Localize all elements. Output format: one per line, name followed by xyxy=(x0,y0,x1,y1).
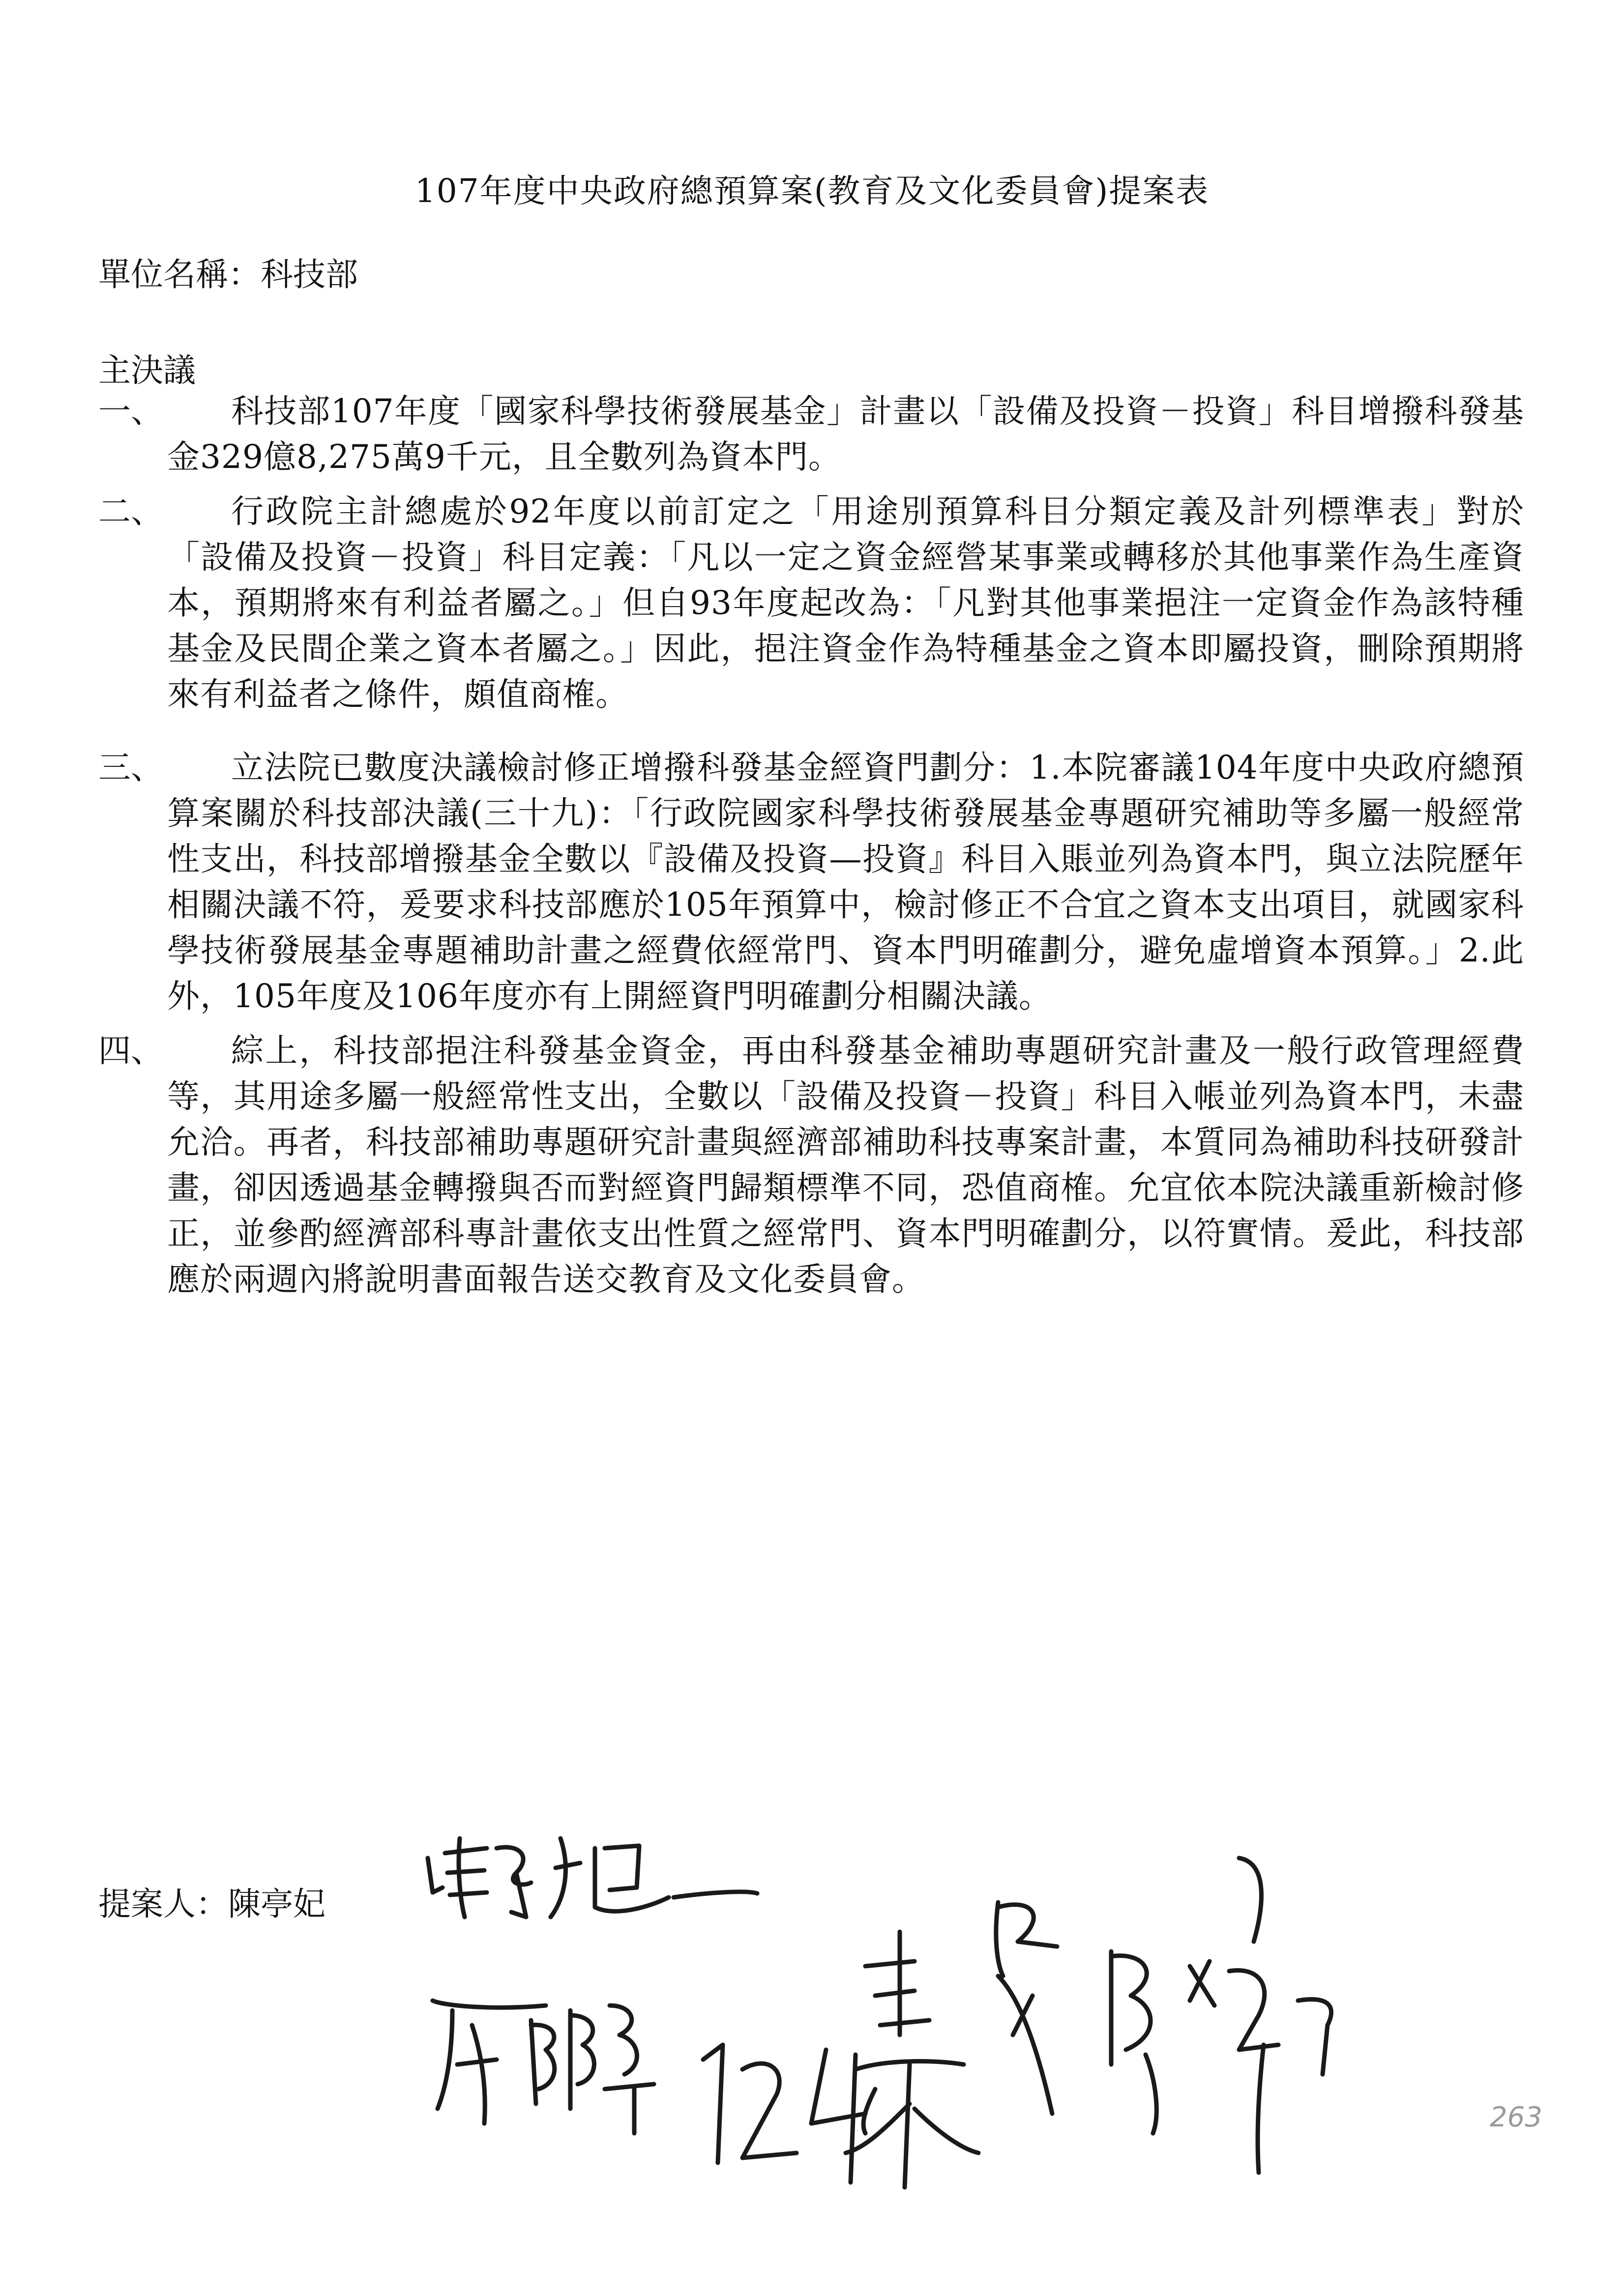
item-text: 綜上，科技部挹注科發基金資金，再由科發基金補助專題研究計畫及一般行政管理經費等，其用途多屬一般經常性支出，全數以「設備及投資－投資」科目入帳並列為資本門，未盡允洽。再者，科技部補助專題研究計畫與經濟部補助科技專案計畫，本質同為補助科技研發計畫，卻因透過基金轉撥與否而對經資門歸類標準不同，恐值商榷。允宜依本院決議重新檢討修正，並參酌經濟部科專計畫依支出性質之經常門、資本門明確劃分，以符實情。爰此，科技部應於兩週內將說明書面報告送交教育及文化委員會。 xyxy=(167,1032,1524,1298)
item-number: 一、 xyxy=(98,392,163,430)
item-number: 四、 xyxy=(98,1032,163,1070)
item-number: 三、 xyxy=(98,749,163,786)
page-number: 263 xyxy=(1490,2101,1542,2133)
signature-2 xyxy=(433,2001,865,2182)
signature-1 xyxy=(428,1838,757,1917)
signature-3 xyxy=(846,1858,1331,2187)
document-title: 107年度中央政府總預算案(教育及文化委員會)提案表 xyxy=(414,172,1210,210)
item-text: 科技部107年度「國家科學技術發展基金」計畫以「設備及投資－投資」科目增撥科發基金329億8,275萬9千元，且全數列為資本門。 xyxy=(167,392,1524,476)
proposer-line: 提案人：陳亭妃 xyxy=(98,1885,325,1923)
item-text: 立法院已數度決議檢討修正增撥科發基金經資門劃分：1.本院審議104年度中央政府總預算案關於科技部決議(三十九)：「行政院國家科學技術發展基金專題研究補助等多屬一般經常性支出，科技部增撥基金全數以『設備及投資—投資』科目入賬並列為資本門，與立法院歷年相關決議不符，爰要求科技部應於105年預算中，檢討修正不合宜之資本支出項目，就國家科學技術發展基金專題補助計畫之經費依經常門、資本門明確劃分，避免虛增資本預算。」2.此外，105年度及106年度亦有上開經資門明確劃分相關決議。 xyxy=(167,749,1524,1015)
unit-name-line: 單位名稱：科技部 xyxy=(98,256,358,293)
item-text: 行政院主計總處於92年度以前訂定之「用途別預算科目分類定義及計列標準表」對於「設備及投資－投資」科目定義：「凡以一定之資金經營某事業或轉移於其他事業作為生產資本，預期將來有利益者屬之。」但自93年度起改為：「凡對其他事業挹注一定資金作為該特種基金及民間企業之資本者屬之。」因此，挹注資金作為特種基金之資本即屬投資，刪除預期將來有利益者之條件，頗值商榷。 xyxy=(167,493,1524,713)
main-resolution-heading: 主決議 xyxy=(98,351,196,389)
item-number: 二、 xyxy=(98,493,163,530)
